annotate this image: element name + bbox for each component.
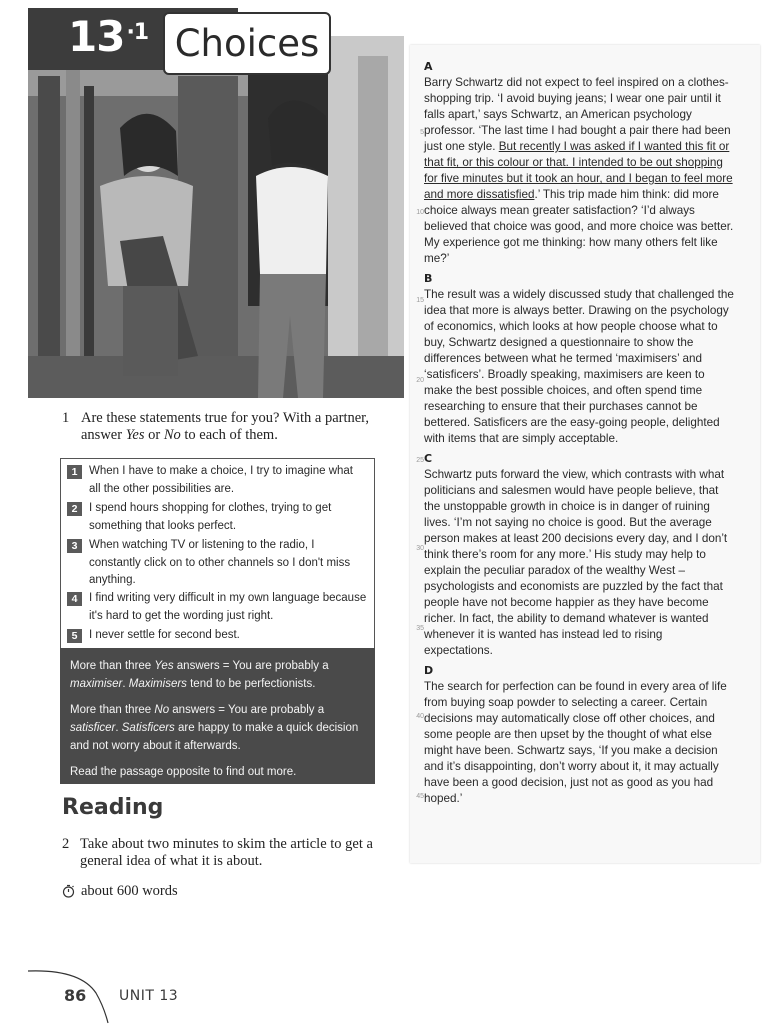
section-d-body: The search for perfection can be found in every area of life from buying soap powder to selecting a career. Certain decisions may automatically close off other choices, and some people are then upset by the thought of what else might have been. Schwartz says, ‘If you make a decision and it’s disappointing, don’t worry about it, it may actually have been a good decision, just not as good as you had hoped.’ bbox=[424, 680, 727, 805]
statement-item: 1 When I have to make a choice, I try to imagine what all the other possibilities are. bbox=[67, 463, 367, 498]
exercise-text: Are these statements true for you? With a partner, answer Yes or No to each of them. bbox=[81, 410, 370, 443]
line-number: 35 bbox=[416, 625, 424, 632]
statement-number-badge: 4 bbox=[67, 592, 82, 606]
exercise-1-prompt bbox=[64, 410, 374, 444]
exercise-number: 2 bbox=[62, 836, 70, 852]
section-letter: B bbox=[424, 272, 433, 285]
page-title: Choices bbox=[163, 12, 331, 75]
article-text bbox=[424, 59, 734, 811]
statements-box bbox=[60, 458, 375, 648]
shopping-photo bbox=[28, 36, 404, 398]
line-number: 25 bbox=[416, 457, 424, 464]
read-instruction: Read the passage opposite to find out more. bbox=[70, 766, 297, 778]
section-letter: D bbox=[424, 664, 434, 677]
line-number: 45 bbox=[416, 793, 424, 800]
results-box bbox=[60, 648, 375, 784]
section-b-body: The result was a widely discussed study that challenged the idea that more is always better. Drawing on the psychology of economics, which looks at how people choose what to buy, Schwartz designed a questionnaire to show the differences between what he termed ‘maximisers’ and ‘satisficers’. Broadly speaking, maximisers are keen to make the best possible choices, and often spend time researching to ensure that their purchases cannot be bettered. Satisficers are the easy-going people, delighted with items that are simply acceptable. bbox=[424, 288, 734, 445]
statement-item: 3 When watching TV or listening to the radio, I constantly click on to other channels so I don't miss anything. bbox=[67, 537, 367, 590]
line-number: 40 bbox=[416, 713, 424, 720]
statement-item: 4 I find writing very difficult in my own language because it's hard to get the wording just right. bbox=[67, 590, 367, 625]
line-number: 15 bbox=[416, 297, 424, 304]
satisficer-result: More than three No answers = You are probably a satisficer. Satisficers are happy to make a quick decision and not worry about it afterwards. bbox=[70, 704, 359, 752]
exercise-number: 1 bbox=[62, 410, 70, 426]
reading-heading: Reading bbox=[62, 795, 164, 820]
statement-item: 5 I never settle for second best. bbox=[67, 627, 367, 645]
underlined-quote: But recently I was asked if I wanted this fit or that fit, or this colour or that. I intended to be out shopping for five minutes but it took an hour, and I began to feel more and more dissatisfied bbox=[424, 140, 733, 201]
line-number: 30 bbox=[416, 545, 424, 552]
statement-number-badge: 3 bbox=[67, 539, 82, 553]
exercise-text: Take about two minutes to skim the article to get a general idea of what it is about. bbox=[80, 836, 373, 869]
unit-label: UNIT 13 bbox=[119, 988, 179, 1004]
statement-number-badge: 5 bbox=[67, 629, 82, 643]
exercise-2-prompt bbox=[62, 836, 380, 870]
section-letter: C bbox=[424, 452, 433, 465]
word-count: about 600 words bbox=[62, 882, 178, 900]
line-number: 20 bbox=[416, 377, 424, 384]
section-letter: A bbox=[424, 60, 433, 73]
article-panel bbox=[410, 45, 760, 863]
stopwatch-icon bbox=[62, 884, 75, 898]
statement-number-badge: 2 bbox=[67, 502, 82, 516]
statement-number-badge: 1 bbox=[67, 465, 82, 479]
page-number: 86 bbox=[64, 986, 87, 1005]
section-c-body: Schwartz puts forward the view, which contrasts with what politicians and salesmen would have people believe, that the unstoppable growth in choice is in danger of ruining lives. ‘I’m not saying no choice is good. But the average person makes at least 200 decisions every day, and I don’t think there’s room for any more.’ His study may help to explain the peculiar paradox of the wealthy West – psychologists and economists are puzzled by the fact that people have not become happier as they have become richer. In fact, the ability to demand whatever is wanted whenever it is wanted has instead led to rising expectations. bbox=[424, 468, 728, 657]
statement-item: 2 I spend hours shopping for clothes, trying to get something that looks perfect. bbox=[67, 500, 367, 535]
section-a-body: Barry Schwartz did not expect to feel inspired on a clothes-shopping trip. ‘I avoid buying jeans; I wear one pair until it falls apart,’ says Schwartz, an American psychology professor. ‘The last time I had bought a pair there had been just one style. But recently I was asked if I wanted this fit or that fit, or this colour or that. I intended to be out shopping for five minutes but it took an hour, and I began to feel more and more dissatisfied.’ This trip made him think: did more choice always mean greater satisfaction? ‘I’d always believed that choice was good, and more choice was better. My experience got me thinking: how many others felt like me?’ bbox=[424, 76, 734, 265]
line-number: 10 bbox=[416, 209, 424, 216]
unit-number: $13^{\cdot 1}$ bbox=[68, 12, 149, 61]
line-number: 5 bbox=[420, 129, 424, 136]
maximiser-result: More than three Yes answers = You are probably a maximiser. Maximisers tend to be perfectionists. bbox=[70, 660, 329, 690]
